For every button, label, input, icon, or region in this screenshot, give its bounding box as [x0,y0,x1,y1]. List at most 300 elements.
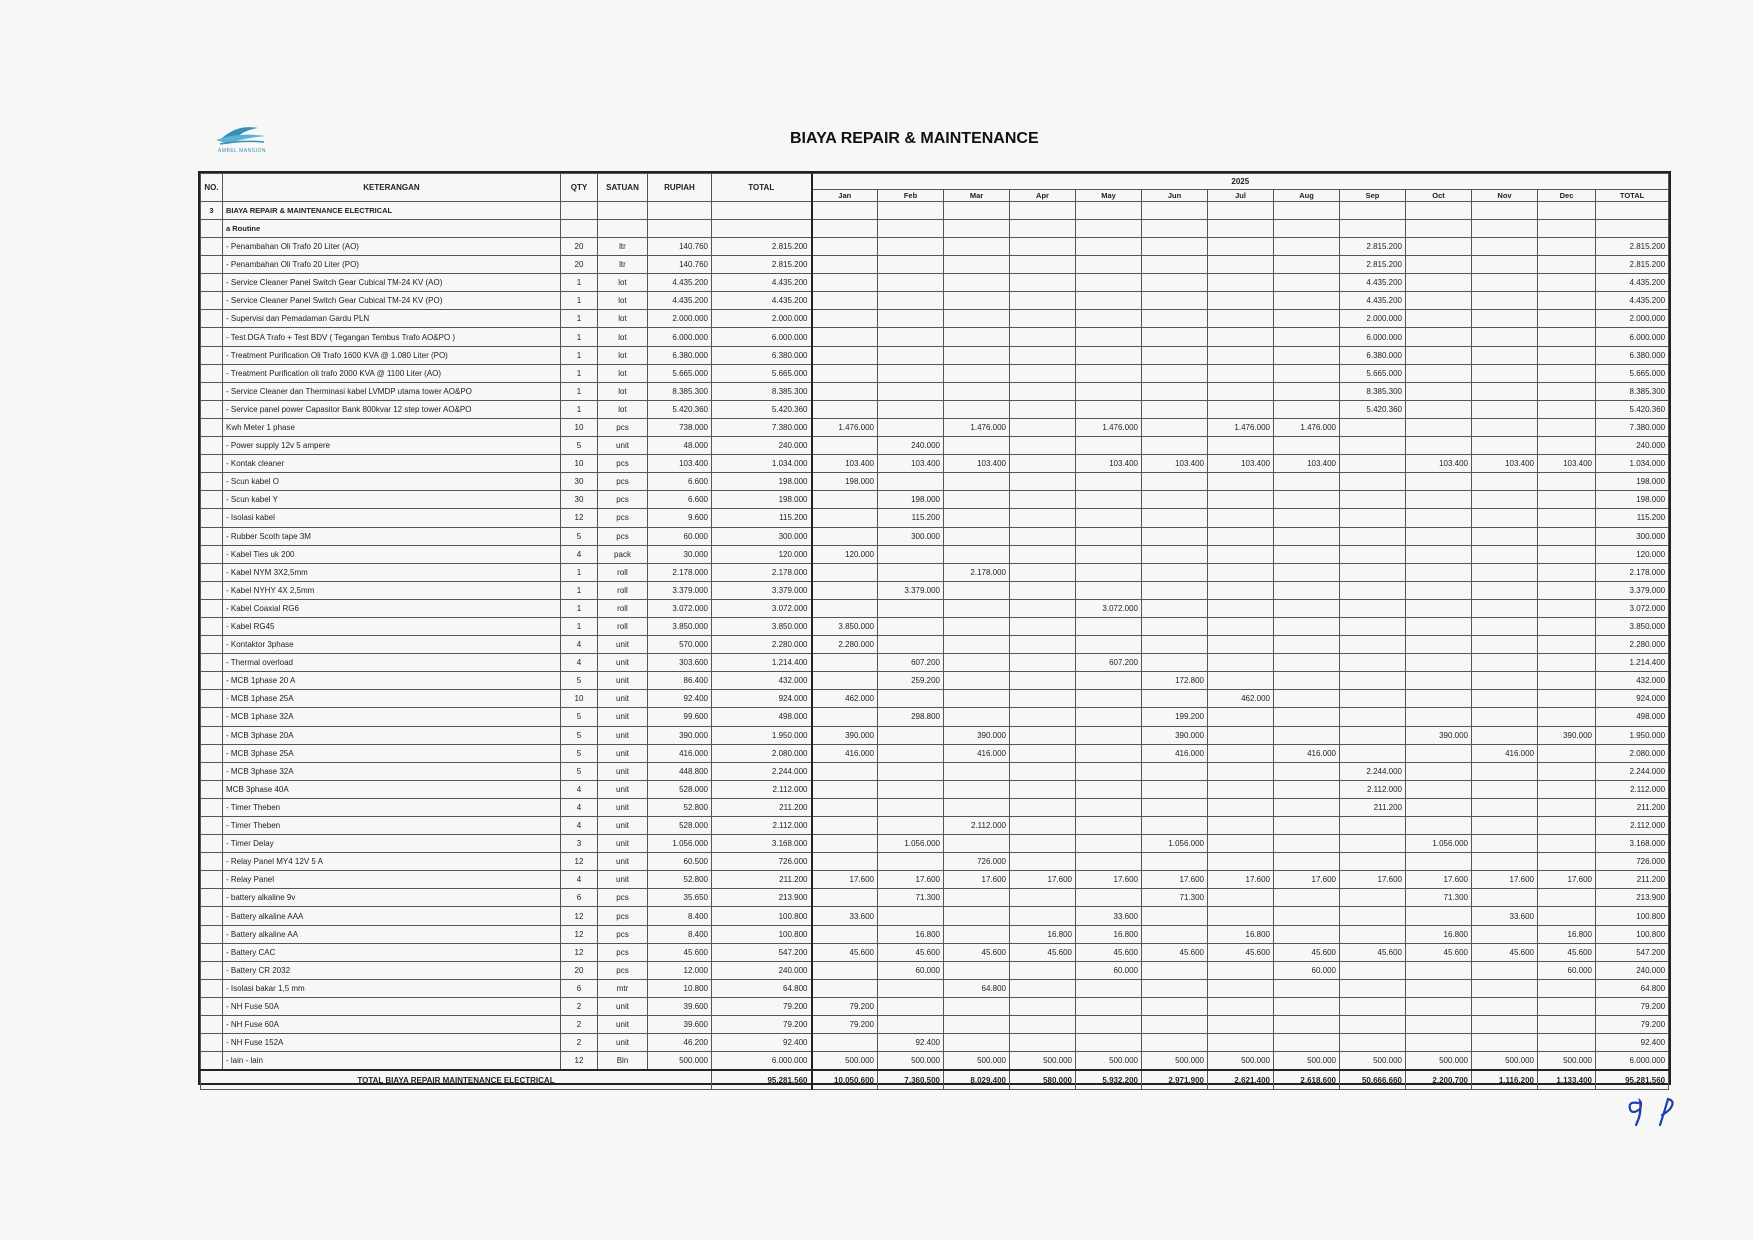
item-unit: unit [598,654,648,672]
month-amount [1406,762,1472,780]
month-amount: 79.200 [812,1016,878,1034]
row-number [201,581,223,599]
month-amount: 16.800 [1010,925,1076,943]
month-amount [1274,364,1340,382]
row-number [201,979,223,997]
month-amount [1274,889,1340,907]
header-year-total: TOTAL [1596,190,1669,202]
item-unit-price: 8.400 [648,925,712,943]
month-amount [1472,672,1538,690]
month-amount: 172.800 [1142,672,1208,690]
item-year-total: 2.080.000 [1596,744,1669,762]
item-unit-price: 6.380.000 [648,346,712,364]
row-number [201,798,223,816]
month-amount [1274,853,1340,871]
item-description: - Relay Panel [223,871,561,889]
month-amount [1472,979,1538,997]
month-amount [878,400,944,418]
item-qty: 20 [561,238,598,256]
table-row [201,473,1669,491]
item-year-total: 240.000 [1596,961,1669,979]
month-amount [1142,491,1208,509]
month-amount [1274,346,1340,364]
item-description: - Thermal overload [223,654,561,672]
item-description: - Isolasi kabel [223,509,561,527]
item-qty: 10 [561,418,598,436]
month-amount [1208,672,1274,690]
month-amount: 390.000 [944,726,1010,744]
item-total: 2.815.200 [712,256,812,274]
item-qty: 12 [561,943,598,961]
total-month: 5.932.200 [1076,1070,1142,1090]
item-year-total: 2.815.200 [1596,256,1669,274]
month-amount [1142,925,1208,943]
month-amount: 1.476.000 [1076,418,1142,436]
month-amount [1406,780,1472,798]
month-amount [1076,726,1142,744]
item-total: 2.112.000 [712,780,812,798]
item-unit-price: 46.200 [648,1034,712,1052]
item-qty: 3 [561,835,598,853]
table-row [201,889,1669,907]
item-total: 64.800 [712,979,812,997]
item-unit: unit [598,708,648,726]
item-year-total: 79.200 [1596,997,1669,1015]
month-amount [812,798,878,816]
month-amount [944,382,1010,400]
month-amount [1340,563,1406,581]
month-amount: 607.200 [1076,654,1142,672]
section-number: 3 [201,202,223,220]
item-description: - lain - lain [223,1052,561,1071]
item-year-total: 211.200 [1596,871,1669,889]
item-unit: ltr [598,238,648,256]
month-amount: 17.600 [1142,871,1208,889]
month-amount [1142,328,1208,346]
month-amount: 462.000 [1208,690,1274,708]
month-amount [1340,925,1406,943]
month-amount [1274,238,1340,256]
month-amount: 45.600 [1538,943,1596,961]
month-amount [1538,364,1596,382]
month-amount [1010,907,1076,925]
month-amount [1538,744,1596,762]
month-amount [1472,690,1538,708]
item-qty: 1 [561,563,598,581]
total-month: 10.050.600 [812,1070,878,1090]
item-total: 3.072.000 [712,599,812,617]
month-amount [1274,1016,1340,1034]
month-amount [1076,527,1142,545]
month-amount [1406,997,1472,1015]
month-amount [812,817,878,835]
item-total: 120.000 [712,545,812,563]
month-amount [1340,907,1406,925]
item-description: - MCB 1phase 25A [223,690,561,708]
month-amount [1142,654,1208,672]
item-unit: pcs [598,418,648,436]
month-amount [1406,310,1472,328]
month-amount: 4.435.200 [1340,274,1406,292]
table-row [201,400,1669,418]
month-amount [1340,418,1406,436]
month-amount: 500.000 [1274,1052,1340,1071]
table-row [201,527,1669,545]
table-row [201,581,1669,599]
month-amount [1406,437,1472,455]
month-amount [1142,617,1208,635]
month-amount [944,328,1010,346]
month-amount [1142,563,1208,581]
item-unit-price: 92.400 [648,690,712,708]
month-amount [1472,853,1538,871]
month-amount [1472,527,1538,545]
item-qty: 4 [561,636,598,654]
month-amount [1472,509,1538,527]
month-amount [1472,925,1538,943]
item-qty: 1 [561,382,598,400]
item-description: - NH Fuse 60A [223,1016,561,1034]
item-description: - Kabel RG45 [223,617,561,635]
month-amount [1274,1034,1340,1052]
month-amount [1538,400,1596,418]
month-amount: 390.000 [1142,726,1208,744]
month-amount [944,527,1010,545]
month-amount [1208,310,1274,328]
item-unit-price: 4.435.200 [648,292,712,310]
item-unit: unit [598,780,648,798]
month-amount: 45.600 [1472,943,1538,961]
month-amount: 45.600 [878,943,944,961]
month-amount [1208,762,1274,780]
month-amount [1274,636,1340,654]
month-amount [1274,780,1340,798]
month-amount [1472,798,1538,816]
item-total: 115.200 [712,509,812,527]
month-amount [1406,1016,1472,1034]
month-amount [1076,780,1142,798]
month-amount: 726.000 [944,853,1010,871]
item-description: - Battery CAC [223,943,561,961]
item-description: - Relay Panel MY4 12V 5 A [223,853,561,871]
company-logo [208,118,276,158]
month-amount [1208,599,1274,617]
month-amount [1208,835,1274,853]
item-total: 300.000 [712,527,812,545]
item-qty: 1 [561,328,598,346]
month-amount [1208,961,1274,979]
maintenance-table [200,173,1669,1090]
month-amount [1340,599,1406,617]
month-amount [1010,382,1076,400]
month-amount [1208,997,1274,1015]
month-amount: 2.815.200 [1340,238,1406,256]
month-amount [1340,835,1406,853]
month-amount [1406,798,1472,816]
month-amount: 71.300 [1142,889,1208,907]
row-number [201,780,223,798]
month-amount [1274,672,1340,690]
header-month: Jan [812,190,878,202]
item-qty: 6 [561,889,598,907]
table-row [201,382,1669,400]
month-amount [878,762,944,780]
month-amount [878,617,944,635]
month-amount [1010,292,1076,310]
item-qty: 1 [561,617,598,635]
month-amount: 17.600 [1076,871,1142,889]
month-amount [1142,599,1208,617]
month-amount [1406,581,1472,599]
total-month: 2.200.700 [1406,1070,1472,1090]
item-unit: pcs [598,527,648,545]
month-amount [1010,762,1076,780]
month-amount [1406,527,1472,545]
table-row [201,871,1669,889]
item-description: - Battery alkaline AA [223,925,561,943]
item-unit: lot [598,346,648,364]
month-amount [1208,1016,1274,1034]
month-amount [812,654,878,672]
month-amount [1406,563,1472,581]
item-unit: pcs [598,889,648,907]
header-month: Aug [1274,190,1340,202]
month-amount [1010,744,1076,762]
total-month: 2.618.600 [1274,1070,1340,1090]
month-amount [1142,473,1208,491]
month-amount [1274,310,1340,328]
month-amount [878,238,944,256]
item-description: - Penambahan Oli Trafo 20 Liter (PO) [223,256,561,274]
item-unit-price: 2.000.000 [648,310,712,328]
month-amount [812,925,878,943]
item-description: - Service Cleaner dan Therminasi kabel LVMDP utama tower AO&PO [223,382,561,400]
item-year-total: 6.000.000 [1596,1052,1669,1071]
month-amount [1538,690,1596,708]
month-amount [1472,473,1538,491]
item-year-total: 120.000 [1596,545,1669,563]
month-amount [1538,997,1596,1015]
month-amount [1406,382,1472,400]
item-unit: ltr [598,256,648,274]
month-amount [1274,581,1340,599]
table-row [201,491,1669,509]
month-amount [1208,256,1274,274]
month-amount [1142,310,1208,328]
table-row [201,690,1669,708]
item-total: 2.000.000 [712,310,812,328]
month-amount [1010,274,1076,292]
month-amount [1472,708,1538,726]
item-year-total: 64.800 [1596,979,1669,997]
month-amount: 16.800 [1076,925,1142,943]
item-total: 2.112.000 [712,817,812,835]
row-number [201,346,223,364]
item-unit-price: 30.000 [648,545,712,563]
row-number [201,943,223,961]
item-total: 79.200 [712,997,812,1015]
month-amount [1538,672,1596,690]
item-unit-price: 12.000 [648,961,712,979]
item-unit-price: 140.760 [648,256,712,274]
month-amount [1538,907,1596,925]
month-amount: 33.600 [812,907,878,925]
item-qty: 30 [561,473,598,491]
month-amount [1208,473,1274,491]
month-amount [1538,509,1596,527]
item-year-total: 2.112.000 [1596,780,1669,798]
item-qty: 1 [561,310,598,328]
month-amount [1010,961,1076,979]
month-amount [1340,509,1406,527]
table-row [201,961,1669,979]
month-amount: 1.056.000 [878,835,944,853]
month-amount: 45.600 [1010,943,1076,961]
item-year-total: 115.200 [1596,509,1669,527]
month-amount [1142,509,1208,527]
month-amount: 390.000 [1406,726,1472,744]
month-amount [1010,328,1076,346]
month-amount: 33.600 [1076,907,1142,925]
item-qty: 20 [561,961,598,979]
month-amount [1472,654,1538,672]
item-total: 211.200 [712,871,812,889]
table-row [201,780,1669,798]
month-amount: 45.600 [1406,943,1472,961]
item-unit: unit [598,726,648,744]
month-amount [1538,798,1596,816]
item-description: - Timer Theben [223,798,561,816]
month-amount [944,473,1010,491]
row-number [201,690,223,708]
month-amount: 60.000 [1076,961,1142,979]
month-amount: 45.600 [944,943,1010,961]
item-total: 4.435.200 [712,292,812,310]
month-amount: 1.056.000 [1406,835,1472,853]
month-amount: 17.600 [1208,871,1274,889]
month-amount: 103.400 [1472,455,1538,473]
table-row [201,708,1669,726]
month-amount [812,762,878,780]
row-number [201,1034,223,1052]
month-amount: 5.420.360 [1340,400,1406,418]
month-amount [1010,581,1076,599]
month-amount [878,256,944,274]
month-amount [878,690,944,708]
month-amount [1076,382,1142,400]
month-amount [944,491,1010,509]
table-row [201,274,1669,292]
month-amount: 500.000 [1208,1052,1274,1071]
header-month: Mar [944,190,1010,202]
item-unit-price: 5.665.000 [648,364,712,382]
item-unit-price: 140.760 [648,238,712,256]
item-qty: 1 [561,292,598,310]
month-amount [1340,708,1406,726]
month-amount [812,835,878,853]
month-amount [1472,274,1538,292]
month-amount [1340,889,1406,907]
item-year-total: 100.800 [1596,925,1669,943]
table-row [201,726,1669,744]
month-amount: 500.000 [1538,1052,1596,1071]
month-amount [878,817,944,835]
month-amount [1538,437,1596,455]
month-amount [1010,473,1076,491]
month-amount [1208,563,1274,581]
month-amount [1340,437,1406,455]
item-qty: 12 [561,925,598,943]
table-row [201,925,1669,943]
month-amount [1406,961,1472,979]
month-amount [1406,708,1472,726]
month-amount [1472,1034,1538,1052]
month-amount: 500.000 [812,1052,878,1071]
table-row [201,437,1669,455]
item-unit: unit [598,672,648,690]
item-description: - Scun kabel Y [223,491,561,509]
month-amount [1406,599,1472,617]
item-qty: 1 [561,599,598,617]
item-description: - Supervisi dan Pemadaman Gardu PLN [223,310,561,328]
month-amount [1406,400,1472,418]
month-amount [944,238,1010,256]
month-amount [1406,238,1472,256]
month-amount: 45.600 [812,943,878,961]
month-amount [1010,835,1076,853]
month-amount [878,599,944,617]
month-amount: 103.400 [1076,455,1142,473]
month-amount [878,310,944,328]
month-amount [1472,545,1538,563]
row-number [201,256,223,274]
item-unit: pcs [598,907,648,925]
month-amount [1010,1016,1076,1034]
month-amount [944,997,1010,1015]
item-unit: unit [598,744,648,762]
month-amount [1076,997,1142,1015]
item-qty: 1 [561,400,598,418]
item-unit-price: 1.056.000 [648,835,712,853]
item-unit: unit [598,853,648,871]
item-description: - Kabel NYHY 4X 2,5mm [223,581,561,599]
month-amount [944,545,1010,563]
month-amount [1274,798,1340,816]
month-amount [1472,835,1538,853]
month-amount [1142,400,1208,418]
row-number [201,292,223,310]
month-amount [1010,780,1076,798]
month-amount [1010,256,1076,274]
row-number [201,455,223,473]
month-amount [1274,473,1340,491]
month-amount [1406,907,1472,925]
month-amount [1076,889,1142,907]
month-amount [1076,617,1142,635]
month-amount [1076,979,1142,997]
month-amount [878,636,944,654]
month-amount [1208,708,1274,726]
table-row [201,455,1669,473]
item-description: - battery alkaline 9v [223,889,561,907]
row-number [201,853,223,871]
item-description: - Rubber Scoth tape 3M [223,527,561,545]
total-month: 50.666.660 [1340,1070,1406,1090]
item-unit: unit [598,1016,648,1034]
row-number [201,871,223,889]
item-description: - MCB 3phase 25A [223,744,561,762]
month-amount [944,708,1010,726]
